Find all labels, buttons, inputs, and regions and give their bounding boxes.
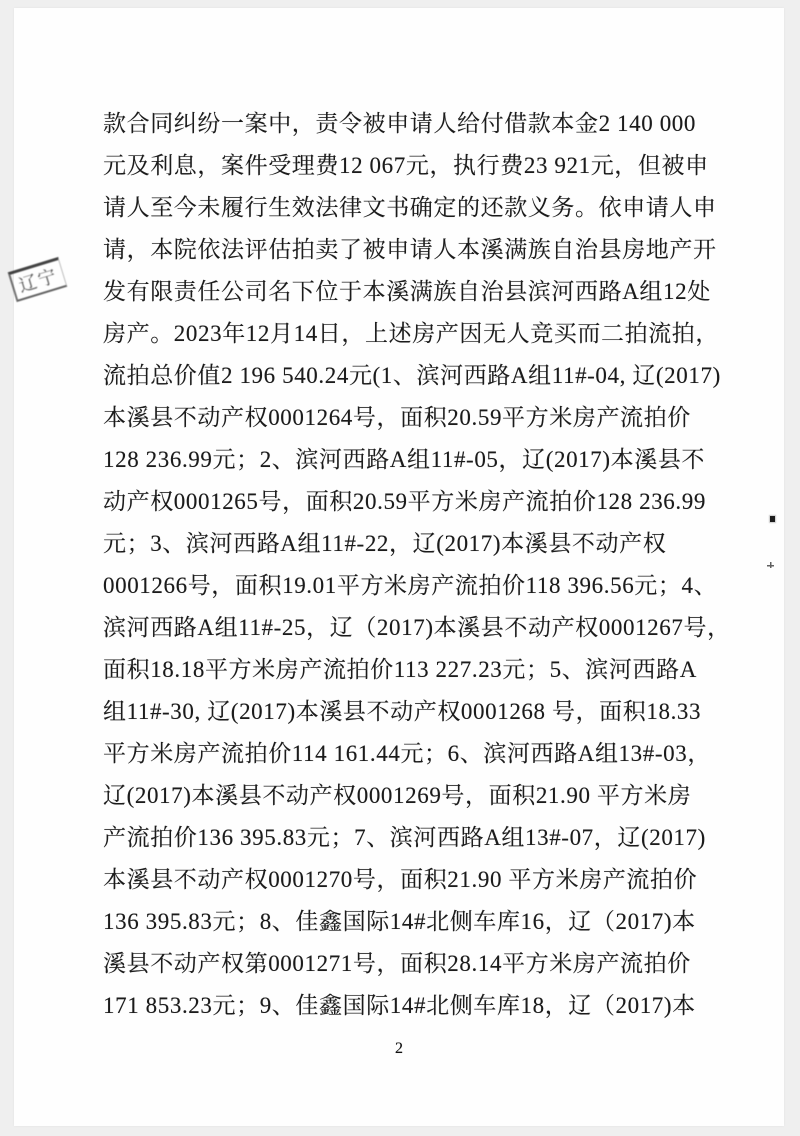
text-line: 请人至今未履行生效法律文书确定的还款义务。依申请人申 xyxy=(103,194,717,220)
text-line: 171 853.23元；9、佳鑫国际14#北侧车库18，辽（2017)本 xyxy=(103,992,696,1018)
text-line: 房产。2023年12月14日，上述房产因无人竞买而二拍流拍， xyxy=(103,320,719,346)
text-line: 128 236.99元；2、滨河西路A组11#-05，辽(2017)本溪县不 xyxy=(103,446,706,472)
text-line: 元；3、滨河西路A组11#-22，辽(2017)本溪县不动产权 xyxy=(103,530,667,556)
text-line: 136 395.83元；8、佳鑫国际14#北侧车库16，辽（2017)本 xyxy=(103,908,696,934)
scan-artifact-dot xyxy=(770,516,775,522)
text-line: 本溪县不动产权0001264号，面积20.59平方米房产流拍价 xyxy=(103,404,691,430)
text-line: 发有限责任公司名下位于本溪满族自治县滨河西路A组12处 xyxy=(103,278,711,304)
text-line: 元及利息，案件受理费12 067元，执行费23 921元，但被申 xyxy=(103,152,709,178)
text-line: 平方米房产流拍价114 161.44元；6、滨河西路A组13#-03， xyxy=(103,740,711,766)
text-line: 面积18.18平方米房产流拍价113 227.23元；5、滨河西路A xyxy=(103,656,697,682)
text-line: 溪县不动产权第0001271号，面积28.14平方米房产流拍价 xyxy=(103,950,691,976)
text-line: 0001266号，面积19.01平方米房产流拍价118 396.56元；4、 xyxy=(103,572,718,598)
text-line: 流拍总价值2 196 540.24元(1、滨河西路A组11#-04, 辽(2017) xyxy=(103,362,721,388)
page-number: 2 xyxy=(395,1040,403,1057)
scan-artifact-mark xyxy=(767,561,774,568)
text-line: 动产权0001265号，面积20.59平方米房产流拍价128 236.99 xyxy=(103,488,706,514)
document-text-block xyxy=(103,100,743,1024)
text-line: 辽(2017)本溪县不动产权0001269号，面积21.90 平方米房 xyxy=(103,782,692,808)
text-line: 产流拍价136 395.83元；7、滨河西路A组13#-07，辽(2017) xyxy=(103,824,706,850)
text-line: 款合同纠纷一案中，责令被申请人给付借款本金2 140 000 xyxy=(103,110,696,136)
text-line: 滨河西路A组11#-25，辽（2017)本溪县不动产权0001267号， xyxy=(103,614,731,640)
text-line: 本溪县不动产权0001270号，面积21.90 平方米房产流拍价 xyxy=(103,866,698,892)
document-page xyxy=(14,8,784,1126)
stamp-text: 辽宁 xyxy=(16,265,61,297)
text-line: 组11#-30, 辽(2017)本溪县不动产权0001268 号，面积18.33 xyxy=(103,698,702,724)
text-line: 请，本院依法评估拍卖了被申请人本溪满族自治县房地产开 xyxy=(103,236,717,262)
